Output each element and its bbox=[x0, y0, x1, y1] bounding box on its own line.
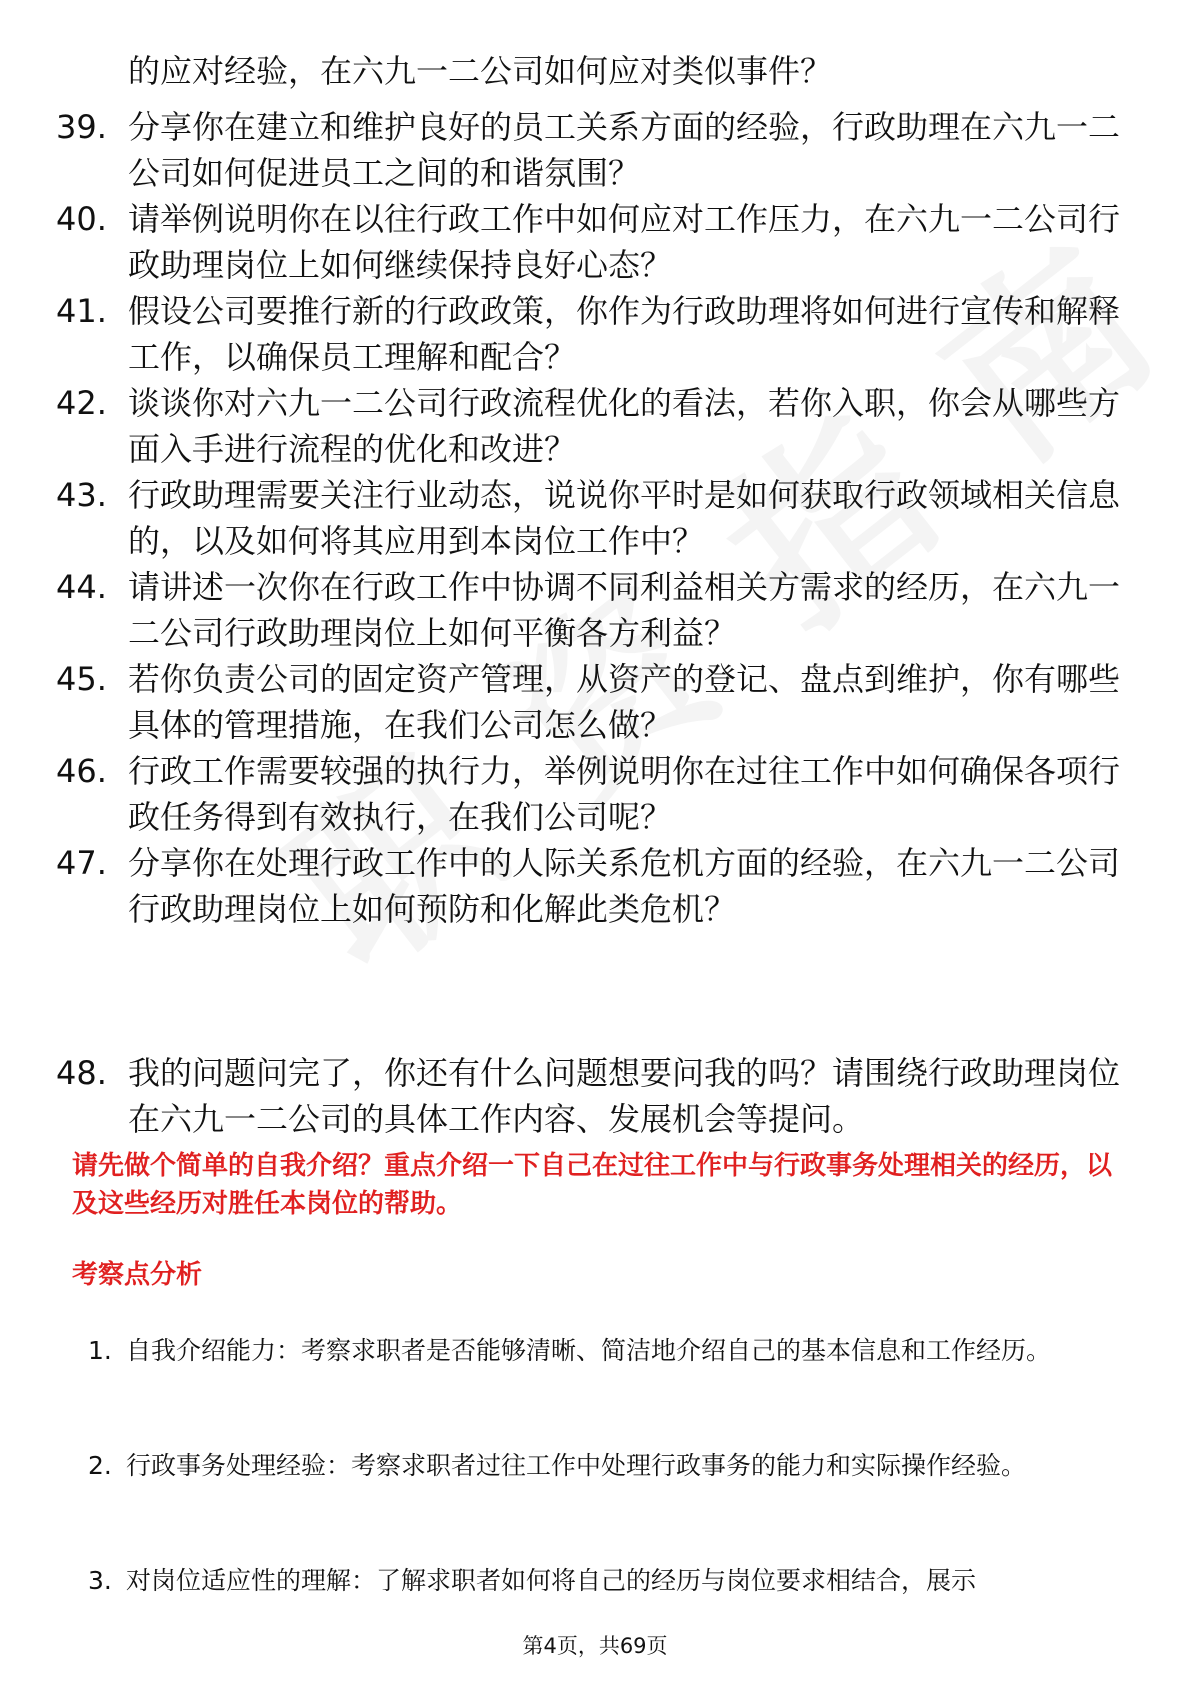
question-item bbox=[56, 748, 1136, 840]
question-item bbox=[56, 196, 1136, 288]
analysis-text: 行政事务处理经验：考察求职者过往工作中处理行政事务的能力和实际操作经验。 bbox=[126, 1451, 1027, 1480]
question-text: 分享你在处理行政工作中的人际关系危机方面的经验，在六九一二公司行政助理岗位上如何预防和化解此类危机？ bbox=[128, 844, 1121, 928]
question-text: 行政工作需要较强的执行力，举例说明你在过往工作中如何确保各项行政任务得到有效执行，在我们公司呢？ bbox=[128, 752, 1121, 836]
page-footer: 第4页，共69页 bbox=[522, 1634, 668, 1658]
question-item bbox=[56, 564, 1136, 656]
question-text: 我的问题问完了，你还有什么问题想要问我的吗？请围绕行政助理岗位在六九一二公司的具体工作内容、发展机会等提问。 bbox=[128, 1054, 1121, 1138]
question-text: 假设公司要推行新的行政政策，你作为行政助理将如何进行宣传和解释工作，以确保员工理解和配合？ bbox=[128, 292, 1121, 376]
analysis-text: 对岗位适应性的理解：了解求职者如何将自己的经历与岗位要求相结合，展示 bbox=[126, 1566, 977, 1595]
question-text: 行政助理需要关注行业动态，说说你平时是如何获取行政领域相关信息的，以及如何将其应用到本岗位工作中？ bbox=[128, 476, 1121, 560]
analysis-item bbox=[88, 1438, 1128, 1494]
question-continuation: 的应对经验，在六九一二公司如何应对类似事件？ bbox=[128, 52, 833, 90]
analysis-item bbox=[88, 1323, 1128, 1379]
question-item bbox=[56, 104, 1136, 196]
analysis-number: 3. bbox=[88, 1566, 112, 1595]
analysis-section-title: 考察点分析 bbox=[72, 1260, 203, 1290]
question-number: 41. bbox=[56, 292, 107, 330]
analysis-number: 2. bbox=[88, 1451, 112, 1480]
question-item bbox=[56, 380, 1136, 472]
question-text: 分享你在建立和维护良好的员工关系方面的经验，行政助理在六九一二公司如何促进员工之间的和谐氛围？ bbox=[128, 108, 1121, 192]
question-text: 若你负责公司的固定资产管理，从资产的登记、盘点到维护，你有哪些具体的管理措施，在我们公司怎么做？ bbox=[128, 660, 1121, 744]
analysis-number: 1. bbox=[88, 1336, 112, 1365]
question-number: 43. bbox=[56, 476, 107, 514]
question-item bbox=[56, 840, 1136, 932]
question-text: 谈谈你对六九一二公司行政流程优化的看法，若你入职，你会从哪些方面入手进行流程的优化和改进？ bbox=[128, 384, 1121, 468]
question-number: 46. bbox=[56, 752, 107, 790]
question-text: 请讲述一次你在行政工作中协调不同利益相关方需求的经历，在六九一二公司行政助理岗位上如何平衡各方利益？ bbox=[128, 568, 1121, 652]
question-number: 42. bbox=[56, 384, 107, 422]
question-item bbox=[56, 1050, 1136, 1142]
question-number: 47. bbox=[56, 844, 107, 882]
analysis-text: 自我介绍能力：考察求职者是否能够清晰、简洁地介绍自己的基本信息和工作经历。 bbox=[126, 1336, 1052, 1365]
question-item bbox=[56, 288, 1136, 380]
question-text: 请举例说明你在以往行政工作中如何应对工作压力，在六九一二公司行政助理岗位上如何继续保持良好心态？ bbox=[128, 200, 1121, 284]
analysis-item bbox=[88, 1553, 1128, 1609]
question-number: 45. bbox=[56, 660, 107, 698]
question-number: 48. bbox=[56, 1054, 107, 1092]
question-number: 44. bbox=[56, 568, 107, 606]
question-item bbox=[56, 472, 1136, 564]
question-number: 40. bbox=[56, 200, 107, 238]
question-number: 39. bbox=[56, 108, 107, 146]
question-item bbox=[56, 656, 1136, 748]
highlighted-question: 请先做个简单的自我介绍？重点介绍一下自己在过往工作中与行政事务处理相关的经历，以及这些经历对胜任本岗位的帮助。 bbox=[72, 1151, 1113, 1219]
